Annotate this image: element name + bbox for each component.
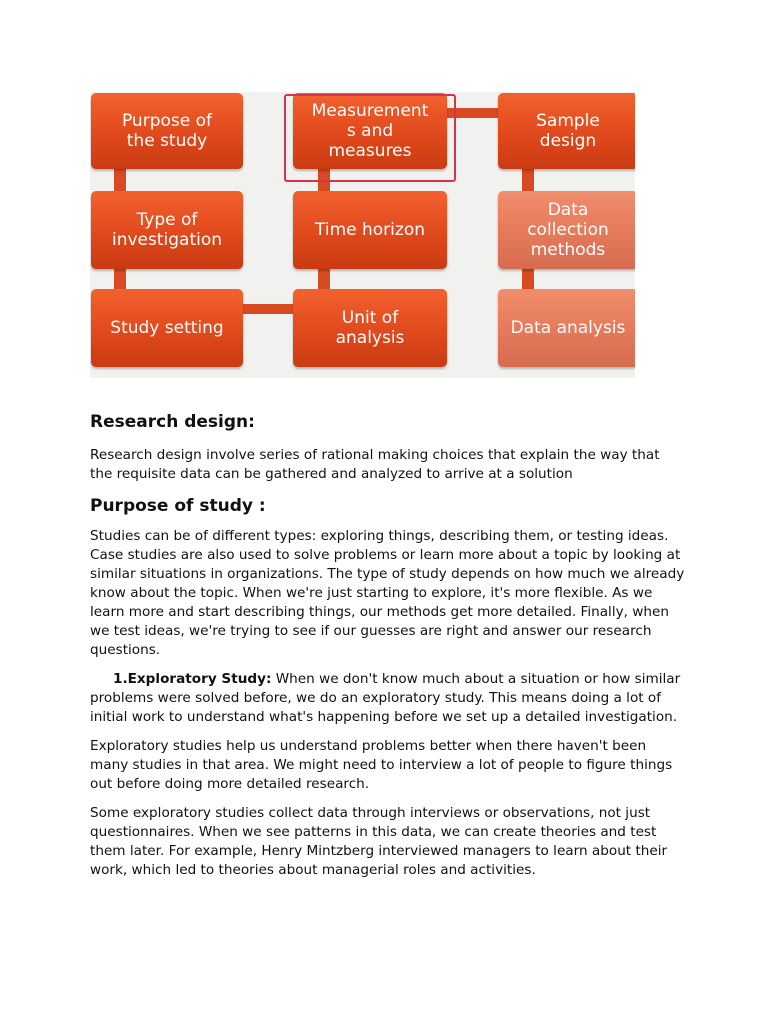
type-of-investigation-box: Type of investigation	[91, 191, 243, 269]
exploratory-study-text: When we don't know much about a situation or how similar problems were solved before, we do an exploratory study. This means doing a lot of initial work to understand what's happening before we set up a detailed investigation.	[90, 671, 681, 725]
research-design-text: Research design involve series of rational making choices that explain the way that the requisite data can be gathered and analyzed to arrive at a solution	[90, 447, 660, 482]
unit-of-analysis-box: Unit of analysis	[293, 289, 447, 367]
connector	[114, 168, 126, 192]
research-design-diagram	[90, 92, 635, 378]
highlight-frame	[284, 94, 456, 182]
exploratory-paragraph-3: Some exploratory studies collect data through interviews or observations, not just questionnaires. When we see patterns in this data, we can create theories and test them later. For example, Henry Mintzberg interviewed managers to learn about their work, which led to theories about managerial roles and activities.	[90, 805, 668, 878]
exploratory-paragraph-2: Exploratory studies help us understand problems better when there haven't been many studies in that area. We might need to interview a lot of people to figure things out before doing more detailed research.	[90, 738, 673, 792]
document-body	[90, 410, 686, 880]
data-analysis-box: Data analysis	[498, 289, 635, 367]
connector	[522, 168, 534, 192]
study-setting-box: Study setting	[91, 289, 243, 367]
sample-design-box: Sample design	[498, 93, 635, 169]
purpose-intro-paragraph: Studies can be of different types: exploring things, describing them, or testing ideas. Case studies are also used to solve problems or learn more about a topic by looking at similar situations in organizations. The type of study depends on how much we already know about the topic. When we're just starting to explore, it's more flexible. As we learn more and start describing things, our methods get more detailed. Finally, when we test ideas, we're trying to see if our guesses are right and answer our research questions.	[90, 528, 685, 658]
exploratory-study-paragraph	[90, 670, 686, 727]
purpose-of-study-box: Purpose of the study	[91, 93, 243, 169]
purpose-of-study-heading: Purpose of study :	[90, 496, 266, 516]
data-collection-box: Data collection methods	[498, 191, 635, 269]
research-design-heading: Research design:	[90, 412, 255, 432]
connector	[242, 304, 294, 314]
time-horizon-box: Time horizon	[293, 191, 447, 269]
measurements-box: Measurement s and measures	[293, 93, 447, 169]
exploratory-study-label: 1.Exploratory Study:	[113, 671, 272, 687]
